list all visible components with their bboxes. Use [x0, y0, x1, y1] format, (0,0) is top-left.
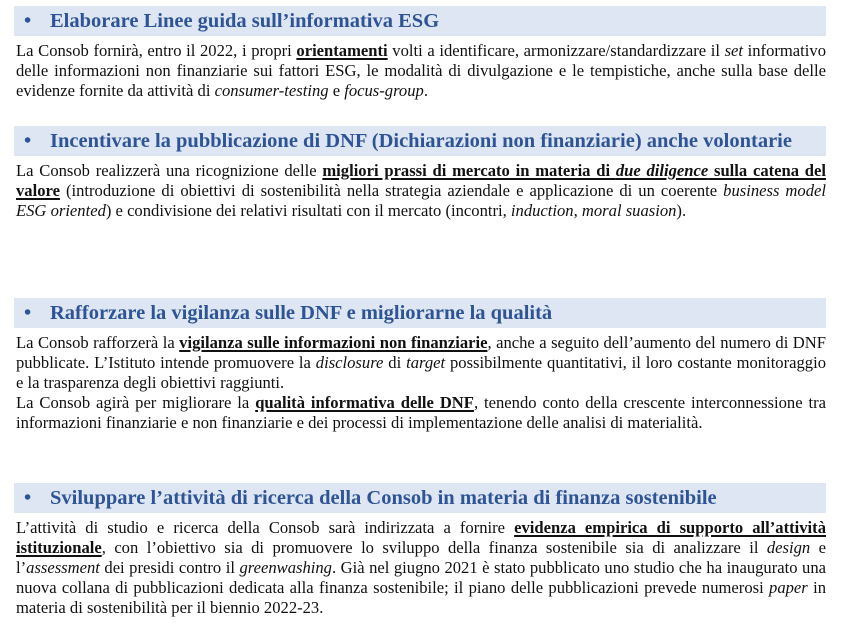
body-text: , [573, 201, 582, 220]
body-text: e [328, 81, 345, 100]
section-dnf-supervision [14, 298, 826, 433]
emphasis-text: qualità informativa delle DNF [255, 393, 474, 412]
section-body [14, 513, 826, 618]
bullet-icon: • [24, 302, 32, 324]
body-text: L’attività di studio e ricerca della Consob sarà indirizzata a fornire [16, 518, 515, 537]
body-text: assessment [26, 558, 100, 577]
body-text: target [406, 353, 446, 372]
body-text: business model ESG oriented [16, 181, 826, 220]
body-text: induction [510, 201, 574, 220]
body-text: volti a identificare, armonizzare/standardizzare il [387, 41, 725, 60]
section-heading [14, 483, 826, 513]
body-text: di [383, 353, 407, 372]
body-text: , con l’obiettivo sia di promuovere lo sviluppo della finanza sostenibile sia di analizzare il [101, 538, 767, 557]
bullet-icon: • [24, 130, 32, 152]
body-text: moral suasion [581, 201, 677, 220]
emphasis-text: sulla catena del valore [16, 161, 826, 200]
body-text: focus-group [344, 81, 424, 100]
body-text: , tenendo conto della crescente interconnessione tra informazioni finanziarie e non finanziarie e dei processi di implementazione delle analisi di materialità. [16, 393, 826, 432]
emphasis-text: evidenza empirica di supporto all’attività istituzionale [16, 518, 826, 557]
body-text: (introduzione di obiettivi di sostenibilità nella strategia aziendale e applicazione di un coerente [59, 181, 724, 200]
section-title: Elaborare Linee guida sull’informativa ESG [50, 10, 440, 32]
body-text: ) e condivisione dei relativi risultati con il mercato (incontri, [105, 201, 511, 220]
bullet-icon: • [24, 487, 32, 509]
body-text: e l’ [16, 538, 826, 577]
emphasis-text: vigilanza sulle informazioni non finanziarie [179, 333, 488, 352]
emphasis-text: orientamenti [296, 41, 388, 60]
body-text: greenwashing [239, 558, 332, 577]
body-text: dei presidi contro il [99, 558, 240, 577]
body-text: set [724, 41, 744, 60]
section-heading [14, 126, 826, 156]
section-heading [14, 298, 826, 328]
section-body [14, 328, 826, 433]
body-text: . [423, 81, 428, 100]
body-text: paper [769, 578, 808, 597]
body-text: design [766, 538, 811, 557]
body-text: in materia di sostenibilità per il biennio 2022-23. [16, 578, 826, 617]
emphasis-text: due diligence [615, 161, 709, 180]
section-body [14, 36, 826, 101]
body-text: possibilmente quantitativi, il loro costante monitoraggio e la trasparenza degli obiettivi raggiunti. [16, 353, 826, 392]
section-esg-guidelines [14, 6, 826, 101]
section-title: Incentivare la pubblicazione di DNF (Dichiarazioni non finanziarie) anche volontarie [50, 130, 792, 152]
emphasis-text: migliori prassi di mercato in materia di [322, 161, 616, 180]
section-heading [14, 6, 826, 36]
section-dnf-publication [14, 126, 826, 221]
body-text: La Consob agirà per migliorare la [16, 393, 256, 412]
section-title: Sviluppare l’attività di ricerca della Consob in materia di finanza sostenibile [50, 487, 717, 509]
body-text: ). [676, 201, 687, 220]
body-text: disclosure [315, 353, 384, 372]
section-body [14, 156, 826, 221]
body-text: informativo delle informazioni non finanziarie sui fattori ESG, le modalità di divulgazione e le tempistiche, anche sulla base delle evidenze fornite da attività di [16, 41, 826, 100]
body-text: consumer-testing [214, 81, 329, 100]
body-text: La Consob fornirà, entro il 2022, i propri [16, 41, 297, 60]
body-text: . Già nel giugno 2021 è stato pubblicato uno studio che ha inaugurato una nuova collana di pubblicazioni dedicata alla finanza sostenibile; il piano delle pubblicazioni prevede numerosi [16, 558, 826, 597]
body-text: La Consob realizzerà una ricognizione delle [16, 161, 323, 180]
section-title: Rafforzare la vigilanza sulle DNF e migliorarne la qualità [50, 302, 553, 324]
body-text: , anche a seguito dell’aumento del numero di DNF pubblicate. L’Istituto intende promuovere la [16, 333, 826, 372]
body-text: La Consob rafforzerà la [16, 333, 180, 352]
section-research [14, 483, 826, 618]
bullet-icon: • [24, 10, 32, 32]
